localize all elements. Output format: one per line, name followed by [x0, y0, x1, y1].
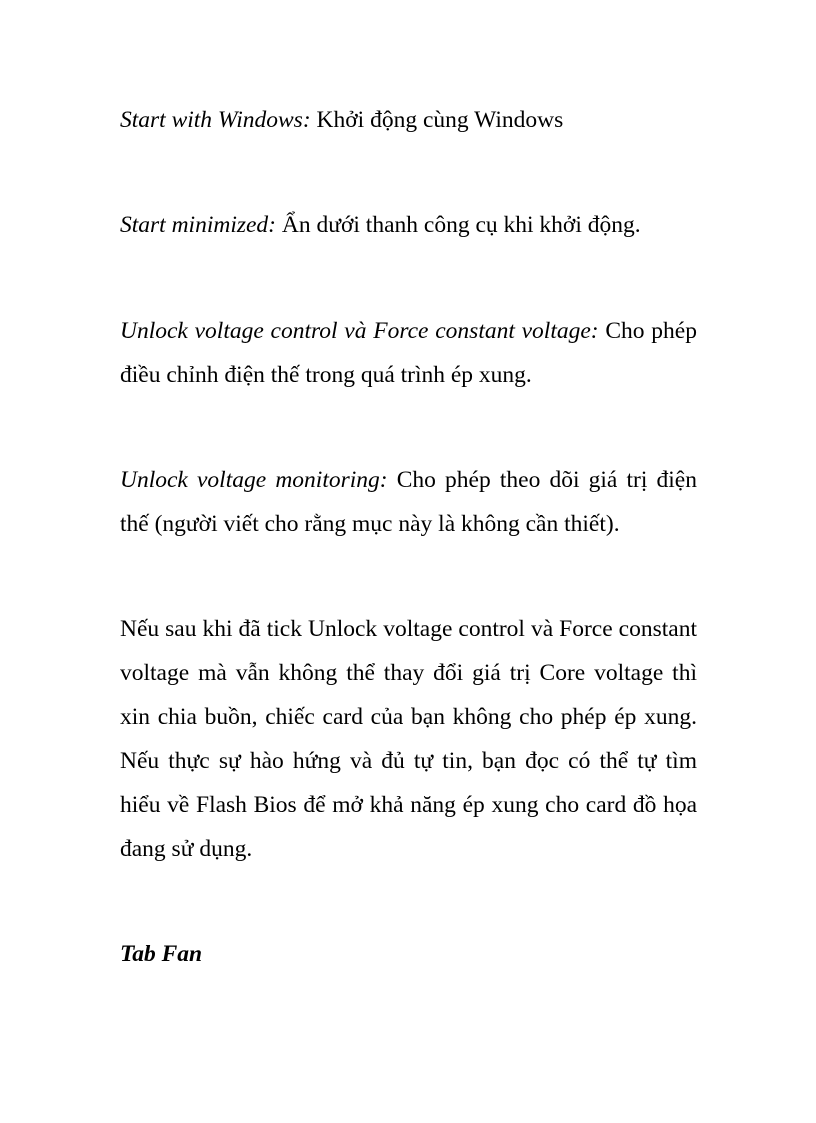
- option-start-with-windows: [120, 98, 697, 142]
- option-unlock-voltage-control: [120, 309, 697, 397]
- option-term: Unlock voltage monitoring:: [120, 467, 388, 493]
- option-description: Khởi động cùng Windows: [310, 107, 564, 133]
- option-term: Start with Windows:: [120, 107, 311, 133]
- option-description: Cho phép theo dõi giá trị điện thế (người viết cho rằng mục này là không cần thiết).: [120, 467, 697, 537]
- section-heading: Tab Fan: [120, 941, 203, 967]
- option-term: Unlock voltage control và Force constant voltage:: [120, 318, 599, 344]
- option-term: Start minimized:: [120, 212, 277, 238]
- option-description: Cho phép điều chỉnh điện thế trong quá trình ép xung.: [120, 318, 697, 388]
- option-unlock-voltage-monitoring: [120, 458, 697, 546]
- body-paragraph: Nếu sau khi đã tick Unlock voltage control và Force constant voltage mà vẫn không thể thay đổi giá trị Core voltage thì xin chia buồn, chiếc card của bạn không cho phép ép xung. Nếu thực sự hào hứng và đủ tự tin, bạn đọc có thể tự tìm hiểu về Flash Bios để mở khả năng ép xung cho card đồ họa đang sử dụng.: [120, 616, 697, 862]
- option-description: Ẩn dưới thanh công cụ khi khởi động.: [276, 212, 641, 238]
- option-start-minimized: [120, 203, 697, 247]
